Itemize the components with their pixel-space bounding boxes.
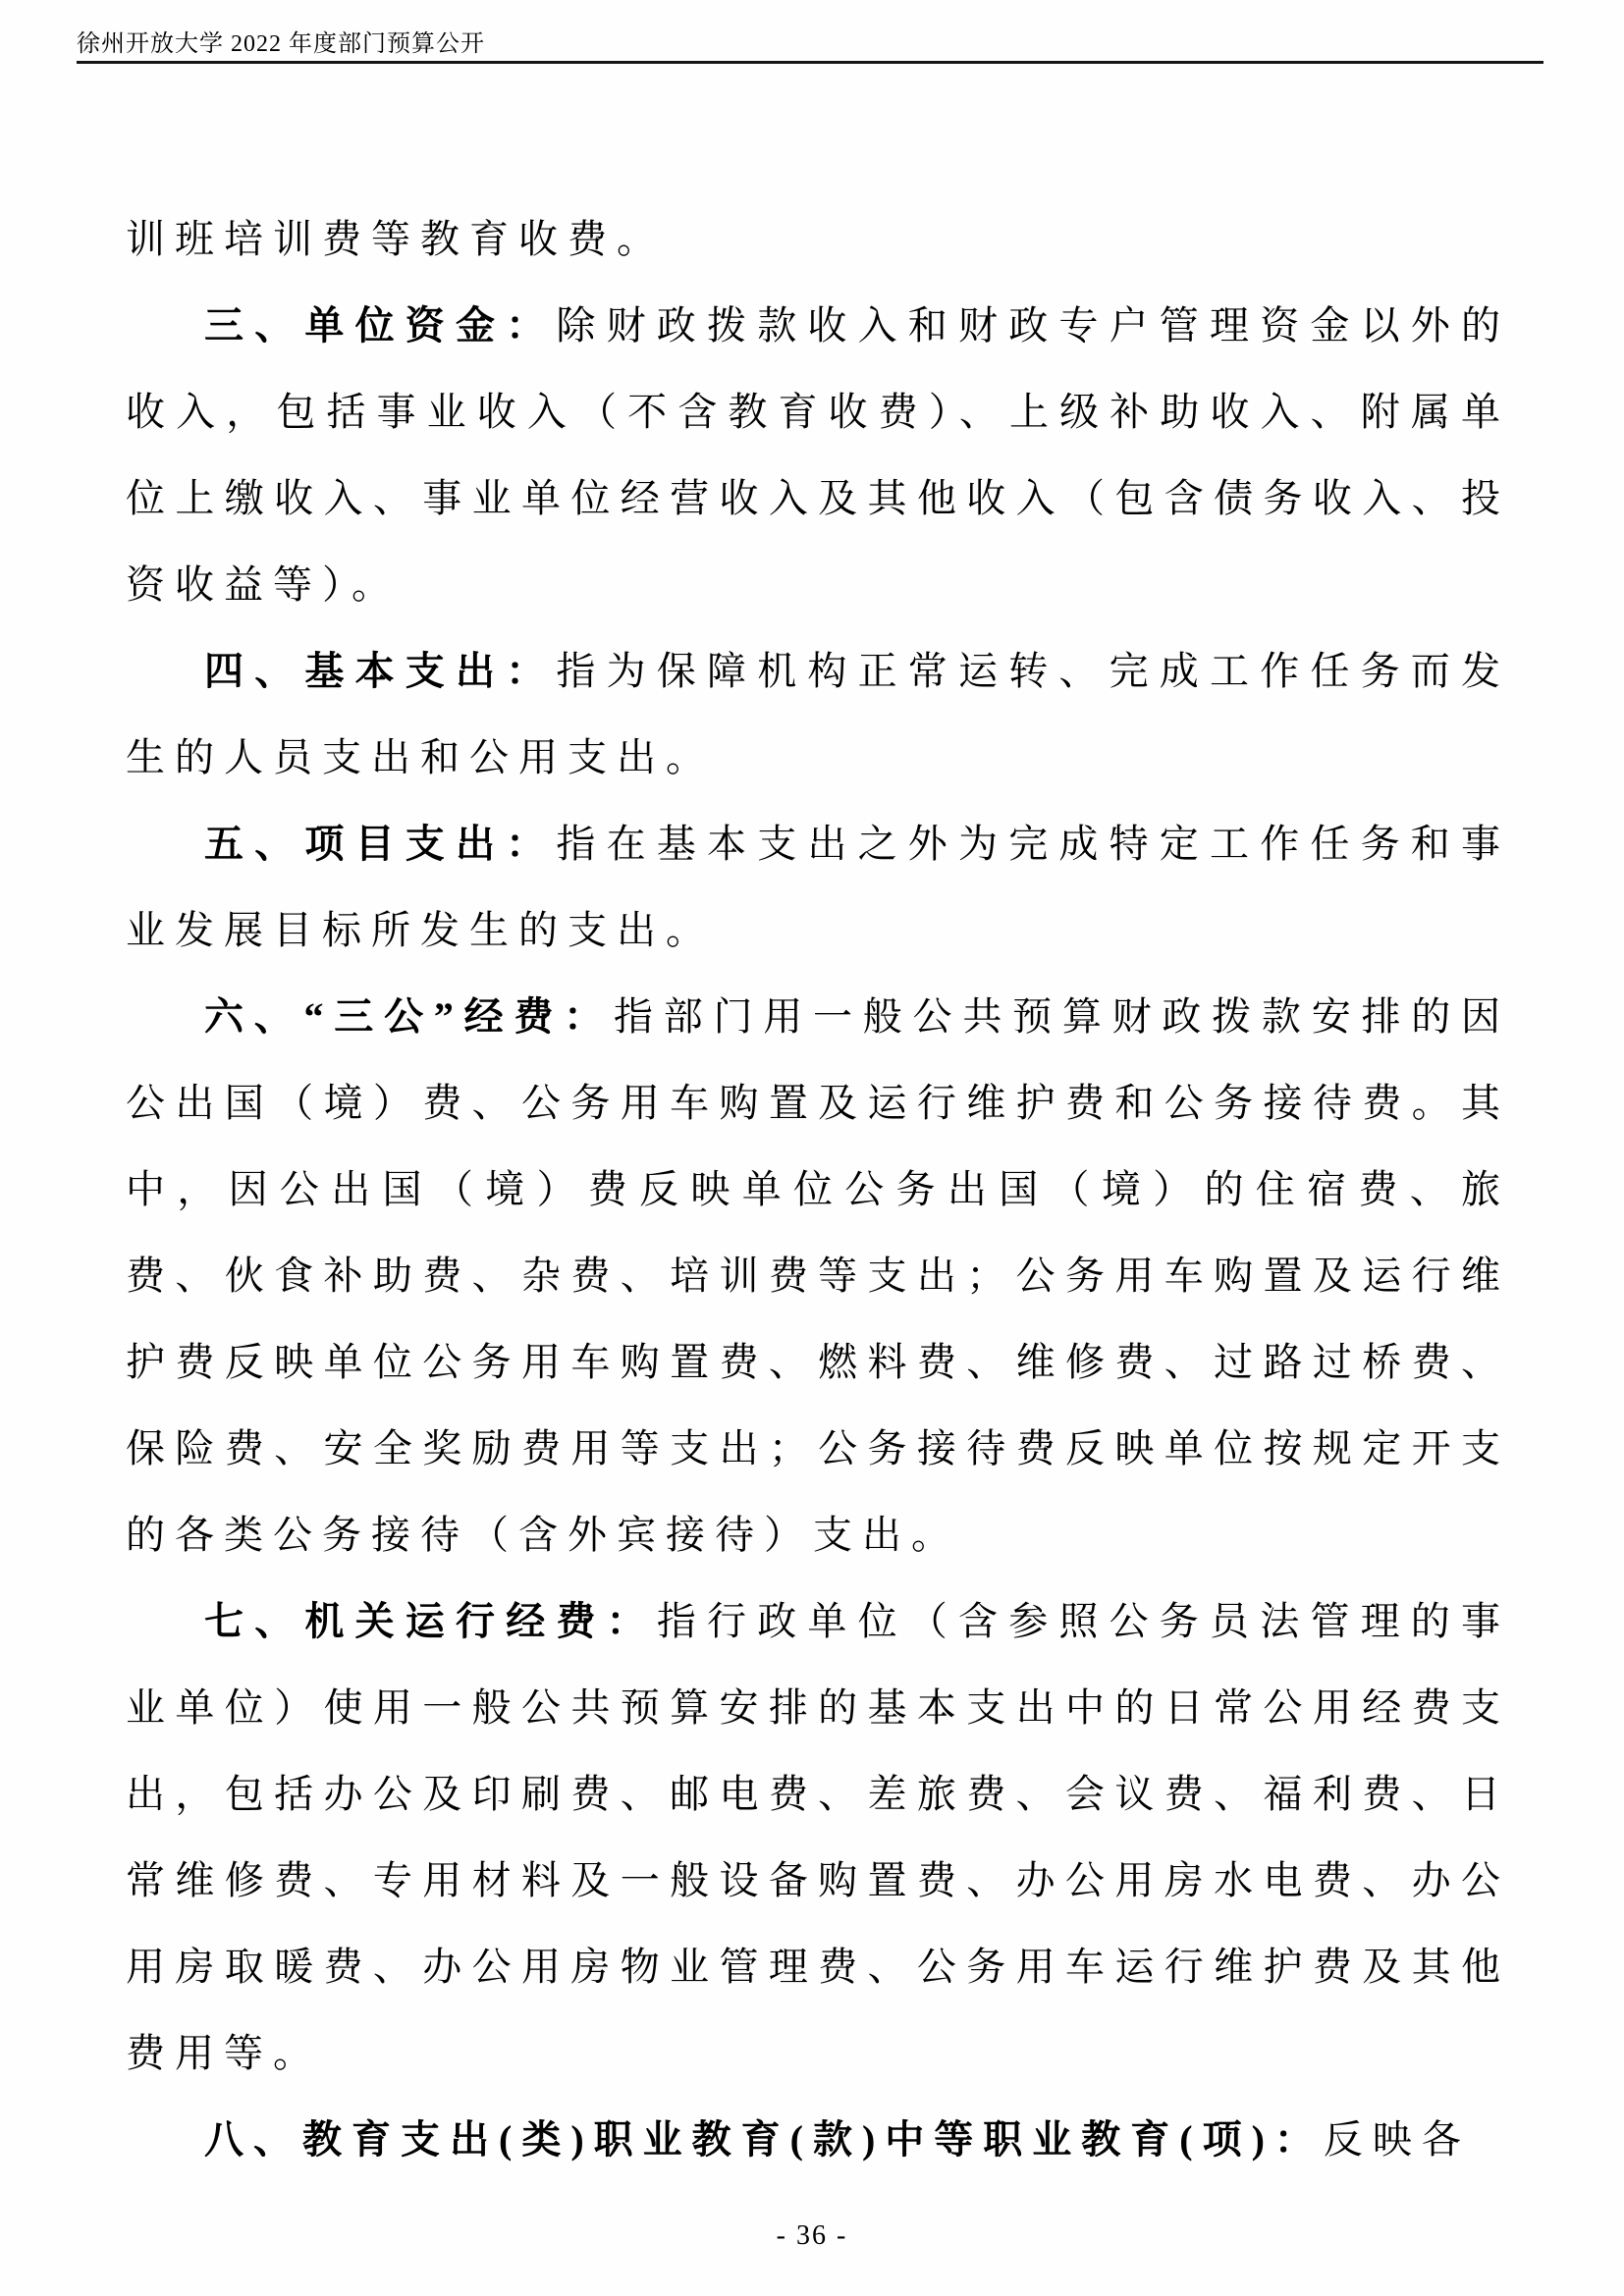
header-rule	[77, 61, 1543, 64]
paragraph-text: 指行政单位（含参照公务员法管理的事业单位）使用一般公共预算安排的基本支出中的日常公用经费支出，包括办公及印刷费、邮电费、差旅费、会议费、福利费、日常维修费、专用材料及一般设备购置费、办公用房水电费、办公用房取暖费、办公用房物业管理费、公务用车运行维护费及其他费用等。	[126, 1599, 1511, 2075]
paragraph-text: 反映各	[1323, 2117, 1471, 2162]
paragraph-lead: 六、“三公”经费：	[204, 994, 614, 1039]
page-number: - 36 -	[776, 2220, 848, 2251]
paragraph-text: 指在基本支出之外为完成特定工作任务和事业发展目标所发生的支出。	[126, 822, 1511, 952]
paragraph-lead: 五、项目支出：	[204, 822, 557, 866]
paragraph-agency-operating-funds	[126, 1578, 1510, 2097]
paragraph-three-public-funds	[126, 974, 1510, 1578]
paragraph-text: 训班培训费等教育收费。	[126, 217, 666, 261]
paragraph-lead: 七、机关运行经费：	[204, 1599, 657, 1643]
paragraph-education-expenditure	[126, 2097, 1510, 2183]
paragraph-text: 指为保障机构正常运转、完成工作任务而发生的人员支出和公用支出。	[126, 649, 1511, 779]
paragraph-continuation	[126, 196, 1510, 283]
paragraph-project-expenditure	[126, 801, 1510, 974]
page-header-title: 徐州开放大学 2022 年度部门预算公开	[77, 31, 485, 57]
paragraph-lead: 八、教育支出(类)职业教育(款)中等职业教育(项)：	[204, 2117, 1324, 2162]
paragraph-lead: 三、单位资金：	[204, 303, 557, 347]
paragraph-unit-funds	[126, 283, 1510, 628]
paragraph-text: 除财政拨款收入和财政专户管理资金以外的收入，包括事业收入（不含教育收费）、上级补助收入、附属单位上缴收入、事业单位经营收入及其他收入（包含债务收入、投资收益等）。	[126, 303, 1511, 607]
paragraph-basic-expenditure	[126, 628, 1510, 801]
document-body	[126, 196, 1510, 2183]
paragraph-text: 指部门用一般公共预算财政拨款安排的因公出国（境）费、公务用车购置及运行维护费和公务接待费。其中，因公出国（境）费反映单位公务出国（境）的住宿费、旅费、伙食补助费、杂费、培训费等支出；公务用车购置及运行维护费反映单位公务用车购置费、燃料费、维修费、过路过桥费、保险费、安全奖励费用等支出；公务接待费反映单位按规定开支的各类公务接待（含外宾接待）支出。	[126, 994, 1511, 1557]
paragraph-lead: 四、基本支出：	[204, 649, 557, 693]
